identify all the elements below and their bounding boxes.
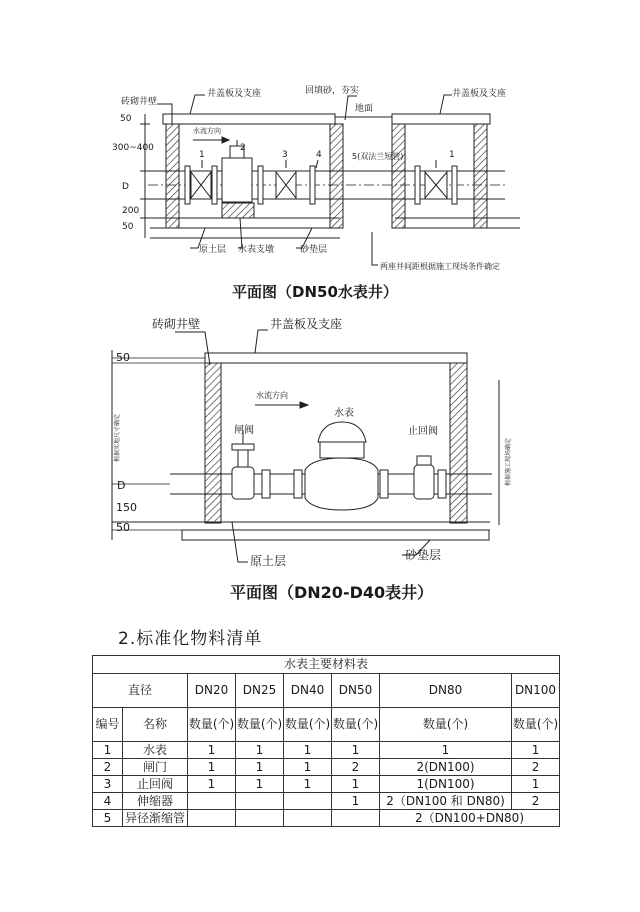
row-name: 水表: [123, 742, 188, 759]
header-size: DN20: [188, 674, 236, 708]
dim-d-2: D: [117, 479, 126, 492]
cell: [188, 810, 236, 827]
table-title: 水表主要材料表: [93, 656, 560, 674]
row-name: 止回阀: [123, 776, 188, 793]
cell: [284, 793, 332, 810]
header-size: DN80: [380, 674, 512, 708]
label-side-right: 根据施工现场确定: [505, 437, 512, 486]
part-1: 1: [199, 150, 205, 160]
well-wall-mid-left: [330, 124, 343, 228]
table-row: [93, 793, 560, 810]
cell: 1: [380, 742, 512, 759]
row-no: 1: [93, 742, 123, 759]
cell: [236, 810, 284, 827]
header-size: DN50: [332, 674, 380, 708]
label-sand-layer-2: 砂垫层: [405, 548, 442, 562]
check-valve: [414, 465, 434, 499]
cell: 1: [512, 742, 560, 759]
cell: 1: [236, 776, 284, 793]
dim-50-2: 50: [116, 351, 130, 364]
cell: 1: [188, 759, 236, 776]
cell: 2(DN100): [380, 759, 512, 776]
cell: 1: [188, 742, 236, 759]
cell: 1: [284, 742, 332, 759]
label-well-wall-2: 砖砌井壁: [152, 317, 201, 331]
row-no: 3: [93, 776, 123, 793]
dim-300-400: 300~400: [112, 143, 154, 153]
header-qty: 数量(个): [332, 708, 380, 742]
dim-150: 150: [116, 501, 137, 514]
label-flow-direction: 水流方向: [193, 127, 221, 135]
dim-50: 50: [120, 114, 132, 124]
label-flow-direction-2: 水流方向: [256, 391, 288, 400]
label-side-left: 根据实地尺寸确定: [114, 413, 121, 462]
well-wall-left-2: [205, 363, 221, 523]
row-no: 2: [93, 759, 123, 776]
header-name: 名称: [123, 708, 188, 742]
water-meter-dn50: [222, 158, 252, 202]
caption-dn20-d40: 平面图（DN20-D40表井）: [230, 583, 434, 602]
row-no: 5: [93, 810, 123, 827]
cell: [284, 810, 332, 827]
well-wall-right-2: [450, 363, 467, 523]
dim-d: D: [122, 182, 129, 192]
cell: 2（DN100 和 DN80): [380, 793, 512, 810]
part-2: 2: [240, 143, 246, 153]
label-meter: 水表: [334, 408, 354, 419]
well-wall-right: [474, 124, 487, 228]
drawing-dn20-d40-well: [112, 330, 499, 562]
cell: [332, 810, 380, 827]
header-diameter: 直径: [93, 674, 188, 708]
well-wall-left: [166, 124, 179, 228]
label-backfill: 回填砂，夯实: [305, 86, 360, 96]
gate-valve: [232, 467, 254, 499]
caption-dn50: 平面图（DN50水表井）: [232, 283, 398, 301]
header-no: 编号: [93, 708, 123, 742]
check-valve-1r: [425, 172, 447, 198]
section-title: 2.标准化物料清单: [118, 629, 263, 649]
row-name: 异径渐缩管: [123, 810, 188, 827]
label-meter-support: 水表支墩: [238, 245, 275, 255]
table-row: [93, 742, 560, 759]
gate-valve-1: [191, 172, 211, 198]
cell: 1: [236, 759, 284, 776]
cell: 1: [284, 776, 332, 793]
cell: [236, 793, 284, 810]
header-qty: 数量(个): [188, 708, 236, 742]
label-sand-layer: 砂垫层: [300, 245, 328, 255]
label-check-valve: 止回阀: [408, 426, 438, 437]
header-size: DN100: [512, 674, 560, 708]
table-row: [93, 810, 560, 827]
row-no: 4: [93, 793, 123, 810]
label-cover-right: 井盖板及支座: [452, 89, 507, 99]
dim-200: 200: [122, 206, 140, 216]
cell-span: 2（DN100+DN80): [380, 810, 560, 827]
cell: 2: [512, 793, 560, 810]
dim-50b-2: 50: [116, 521, 130, 534]
table-row: [93, 759, 560, 776]
label-ground: 地面: [355, 104, 374, 114]
part-4: 4: [316, 150, 322, 160]
cell: 2: [512, 759, 560, 776]
label-well-wall: 砖砌井壁: [121, 97, 158, 107]
header-qty: 数量(个): [380, 708, 512, 742]
header-qty: 数量(个): [512, 708, 560, 742]
label-cover-left: 井盖板及支座: [207, 89, 262, 99]
row-name: 闸门: [123, 759, 188, 776]
cell: 1: [284, 759, 332, 776]
drawing-dn50-well: [140, 95, 520, 265]
meter-support-pier: [222, 203, 254, 218]
table-row: [93, 776, 560, 793]
header-qty: 数量(个): [236, 708, 284, 742]
part-3: 3: [282, 150, 288, 160]
part-5: 5(双法兰短管): [352, 152, 404, 161]
cell: 1: [332, 776, 380, 793]
cell: 1: [512, 776, 560, 793]
cell: 2: [332, 759, 380, 776]
valve-3: [276, 172, 296, 198]
header-size: DN25: [236, 674, 284, 708]
water-meter: [305, 458, 378, 510]
cell: 1(DN100): [380, 776, 512, 793]
well-wall-mid-right: [392, 124, 405, 228]
materials-table: [92, 655, 560, 827]
dim-50b: 50: [122, 222, 134, 232]
label-original-soil-2: 原土层: [250, 554, 287, 568]
part-1-right: 1: [449, 150, 455, 160]
label-spacing-note: 两座井间距根据施工现场条件确定: [380, 262, 500, 271]
label-gate-valve: 闸阀: [234, 425, 254, 436]
header-size: DN40: [284, 674, 332, 708]
label-cover-2: 井盖板及支座: [270, 317, 343, 331]
header-qty: 数量(个): [284, 708, 332, 742]
row-name: 伸缩器: [123, 793, 188, 810]
cell: 1: [332, 742, 380, 759]
cell: 1: [236, 742, 284, 759]
label-original-soil: 原土层: [199, 245, 227, 255]
cell: [188, 793, 236, 810]
cell: 1: [188, 776, 236, 793]
cell: 1: [332, 793, 380, 810]
